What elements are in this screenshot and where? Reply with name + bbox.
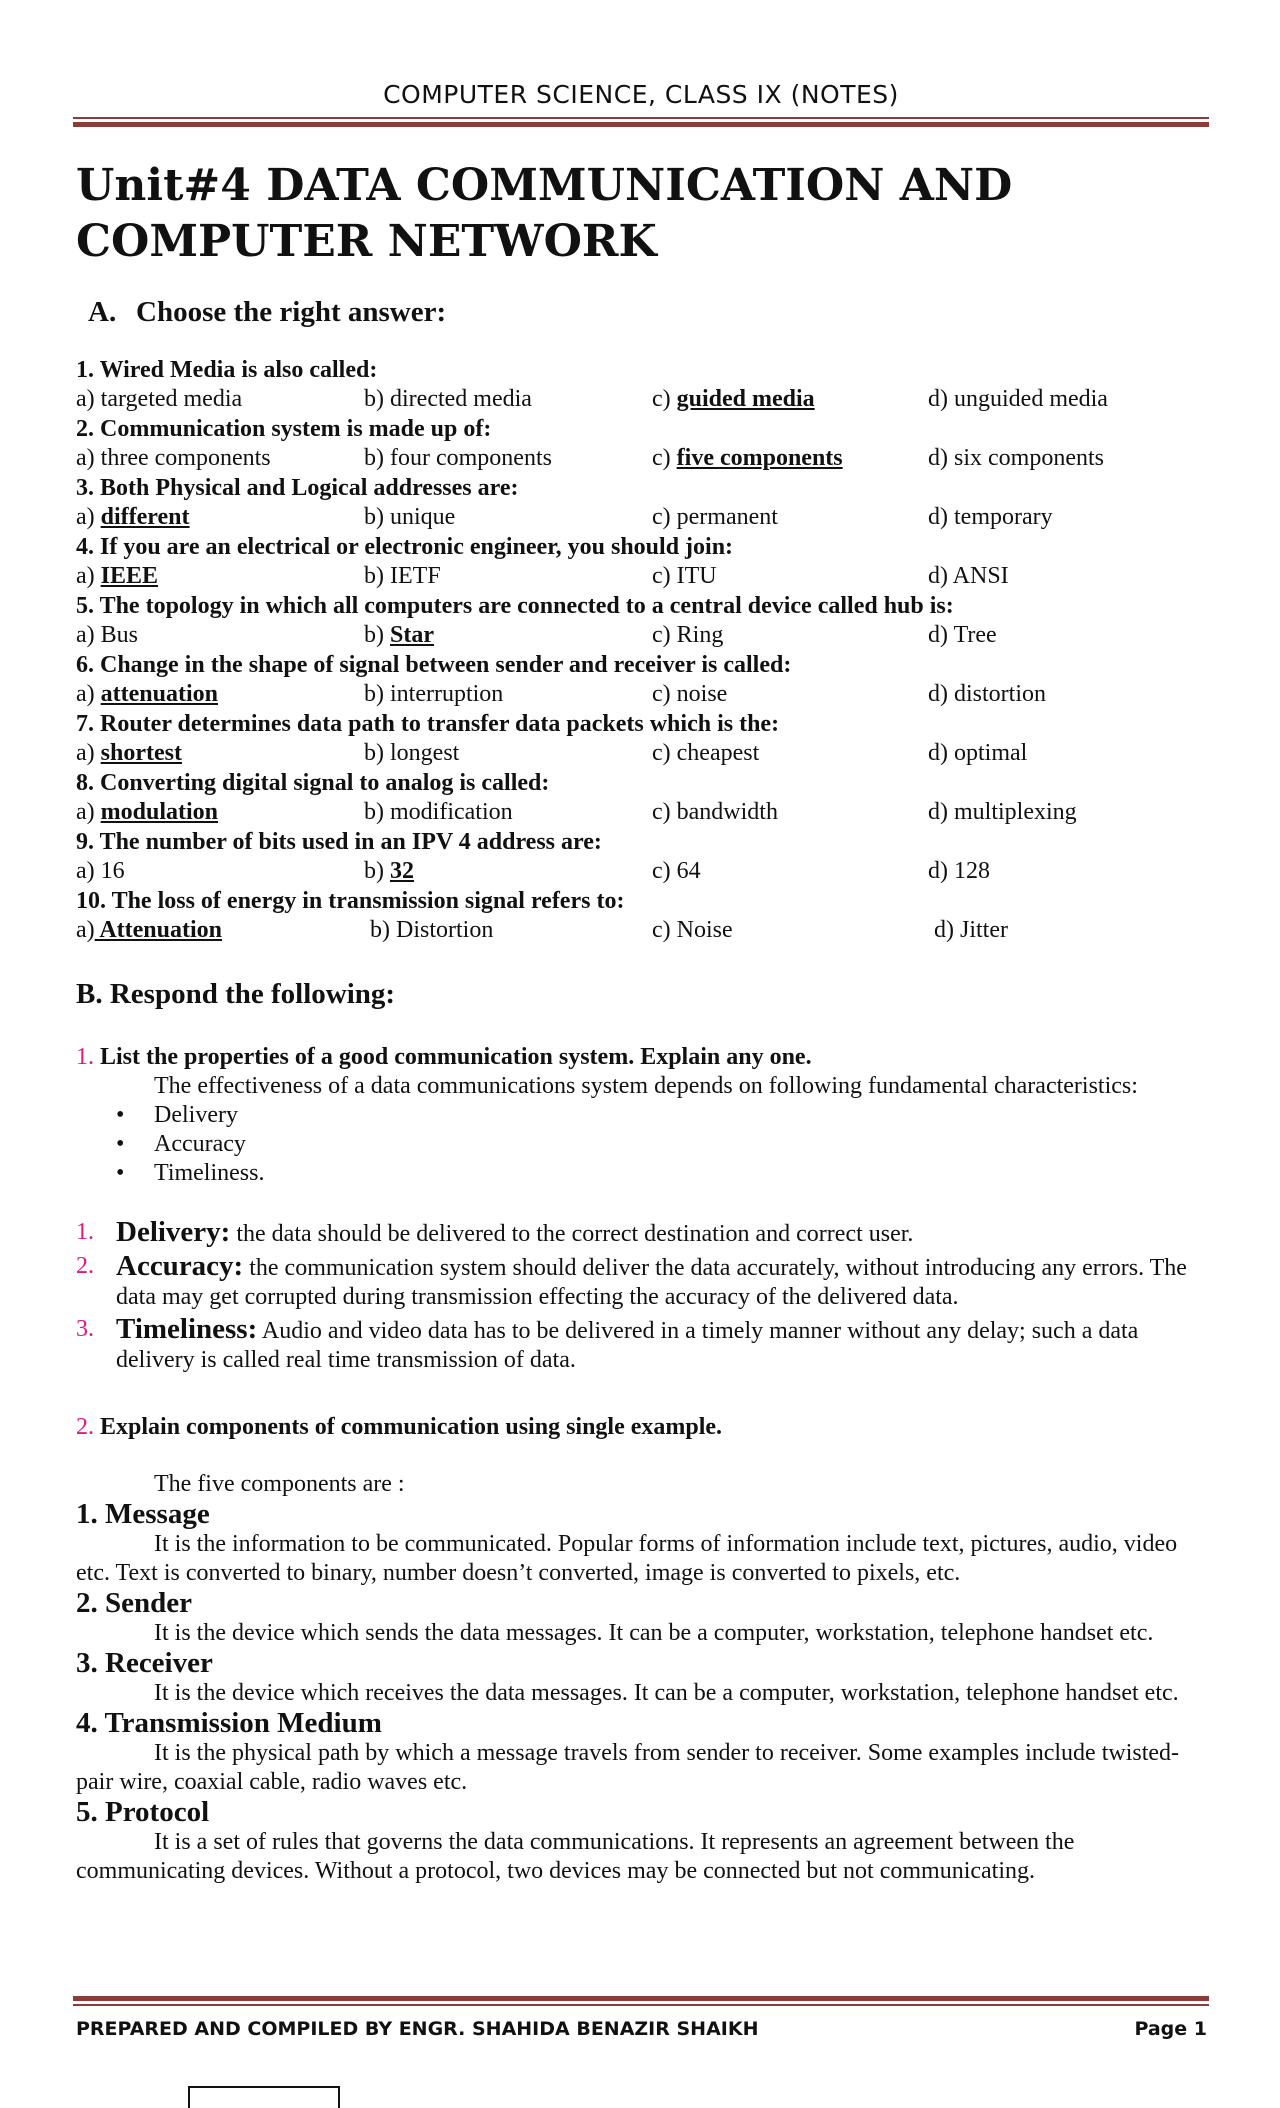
mcq-option: c) 64 (652, 858, 701, 884)
mcq-question: 9. The number of bits used in an IPV 4 address are: (76, 829, 602, 855)
mcq-option-correct: b) Star (364, 622, 434, 648)
mcq-options (76, 739, 1216, 769)
component-heading: 4. Transmission Medium (76, 1707, 382, 1739)
detail-item (76, 1315, 1216, 1375)
mcq-option-correct: c) five components (652, 445, 843, 471)
page-header-title: COMPUTER SCIENCE, CLASS IX (NOTES) (383, 80, 899, 109)
detail-term: Timeliness: (116, 1313, 258, 1345)
component-text: It is the device which sends the data messages. It can be a computer, workstation, telephone handset etc. (154, 1620, 1154, 1646)
mcq-options (76, 798, 1216, 828)
component-text: It is the device which receives the data messages. It can be a computer, workstation, telephone handset etc. (154, 1680, 1179, 1706)
mcq-option: a) targeted media (76, 386, 243, 412)
mcq-option: b) longest (364, 740, 460, 766)
mcq-options (76, 621, 1216, 651)
mcq-option: b) interruption (364, 681, 504, 707)
mcq-option-correct: c) guided media (652, 386, 815, 412)
mcq-options (76, 562, 1216, 592)
mcq-options (76, 857, 1216, 887)
mcq-options (76, 444, 1216, 474)
mcq-options (76, 916, 1216, 946)
question-2-intro: The five components are : (154, 1471, 405, 1497)
mcq-option: b) four components (364, 445, 552, 471)
mcq-option: c) Ring (652, 622, 724, 648)
mcq-question: 6. Change in the shape of signal between sender and receiver is called: (76, 652, 792, 678)
detail-text: Audio and video data has to be delivered in a timely manner without any delay; such a data delivery is called real time transmission of data. (116, 1318, 1139, 1373)
component-text: It is the physical path by which a message travels from sender to receiver. Some examples include twisted-pair wire, coaxial cable, radio waves etc. (76, 1740, 1180, 1795)
list-item: • Delivery (76, 1101, 1216, 1130)
mcq-option-correct: a) attenuation (76, 681, 218, 707)
mcq-question: 2. Communication system is made up of: (76, 416, 492, 442)
detail-text: the communication system should deliver the data accurately, without introducing any errors. The data may get corrupted during transmission effecting the accuracy of the delivered data. (116, 1255, 1187, 1310)
component-heading: 1. Message (76, 1498, 210, 1530)
section-a-heading (88, 296, 446, 329)
mcq-option-correct: a) Attenuation (76, 917, 223, 943)
detail-term: Delivery: (116, 1216, 231, 1248)
list-item: • Accuracy (76, 1130, 1216, 1159)
mcq-option: c) Noise (652, 917, 733, 943)
mcq-option-correct: a) IEEE (76, 563, 159, 589)
question-number: 1. (76, 1044, 94, 1070)
mcq-options (76, 680, 1216, 710)
mcq-option: a) three components (76, 445, 271, 471)
footer-author: PREPARED AND COMPILED BY ENGR. SHAHIDA BENAZIR SHAIKH (76, 2018, 759, 2040)
header-divider-thick (73, 122, 1209, 127)
mcq-options (76, 503, 1216, 533)
question-1-intro: The effectiveness of a data communications system depends on following fundamental characteristics: (154, 1073, 1138, 1099)
characteristics-list (76, 1101, 1216, 1188)
mcq-option-correct: a) different (76, 504, 190, 530)
mcq-option: c) cheapest (652, 740, 760, 766)
mcq-list (76, 356, 1216, 946)
footer-divider-thick (73, 1996, 1209, 2001)
mcq-option: b) IETF (364, 563, 441, 589)
mcq-option: d) temporary (928, 504, 1053, 530)
mcq-option: d) unguided media (928, 386, 1108, 412)
mcq-option-correct: b) 32 (364, 858, 414, 884)
mcq-option: a) 16 (76, 858, 125, 884)
mcq-option: d) Tree (928, 622, 997, 648)
mcq-option-correct: a) modulation (76, 799, 219, 825)
list-item: • Timeliness. (76, 1159, 1216, 1188)
component-text: It is a set of rules that governs the data communications. It represents an agreement between the communicating devices. Without a protocol, two devices may be connected but not communicating. (76, 1829, 1075, 1884)
detail-text: the data should be delivered to the correct destination and correct user. (230, 1221, 914, 1247)
component-text: It is the information to be communicated. Popular forms of information include text, pictures, audio, video etc. Text is converted to binary, number doesn’t converted, image is converted to pixels, etc. (76, 1531, 1178, 1586)
mcq-option: d) 128 (928, 858, 990, 884)
detail-number: 3. (76, 1316, 94, 1342)
footer-divider (73, 2004, 1209, 2006)
question-1-block (76, 1043, 1216, 1375)
component-heading: 2. Sender (76, 1587, 192, 1619)
mcq-option: c) ITU (652, 563, 717, 589)
next-page-box-edge (188, 2086, 340, 2108)
question-2-block (76, 1413, 1216, 1886)
mcq-options (76, 385, 1216, 415)
mcq-option: d) multiplexing (928, 799, 1077, 825)
section-a-letter: A. (88, 296, 117, 328)
mcq-option: c) permanent (652, 504, 778, 530)
mcq-option: b) directed media (364, 386, 532, 412)
mcq-question: 10. The loss of energy in transmission signal refers to: (76, 888, 625, 914)
mcq-option: a) Bus (76, 622, 139, 648)
question-text: Explain components of communication using single example. (94, 1414, 723, 1440)
mcq-question: 3. Both Physical and Logical addresses are: (76, 475, 519, 501)
mcq-question: 4. If you are an electrical or electronic engineer, you should join: (76, 534, 734, 560)
detail-item (76, 1252, 1216, 1312)
header-divider (73, 117, 1209, 119)
mcq-option: b) modification (364, 799, 513, 825)
question-text: List the properties of a good communication system. Explain any one. (94, 1044, 812, 1070)
page-number: Page 1 (1134, 2018, 1207, 2040)
question-number: 2. (76, 1414, 94, 1440)
section-a-title: Choose the right answer: (136, 296, 447, 328)
mcq-option: d) optimal (928, 740, 1028, 766)
question-1-heading (76, 1043, 1216, 1072)
detail-number: 2. (76, 1253, 94, 1279)
mcq-question: 5. The topology in which all computers are connected to a central device called hub is: (76, 593, 954, 619)
component-heading: 5. Protocol (76, 1796, 210, 1828)
mcq-option: b) Distortion (370, 917, 494, 943)
characteristics-details (76, 1218, 1216, 1375)
question-2-heading (76, 1413, 1216, 1442)
unit-title: Unit#4 DATA COMMUNICATION AND COMPUTER NETWORK (76, 160, 1013, 267)
mcq-option: c) bandwidth (652, 799, 778, 825)
mcq-option: c) noise (652, 681, 728, 707)
detail-item (76, 1218, 1216, 1249)
detail-number: 1. (76, 1219, 94, 1245)
mcq-option: b) unique (364, 504, 456, 530)
mcq-option-correct: a) shortest (76, 740, 182, 766)
section-b-heading: B. Respond the following: (76, 978, 396, 1010)
detail-term: Accuracy: (116, 1250, 244, 1282)
component-heading: 3. Receiver (76, 1647, 213, 1679)
mcq-question: 7. Router determines data path to transfer data packets which is the: (76, 711, 780, 737)
mcq-question: 1. Wired Media is also called: (76, 357, 378, 383)
mcq-option: d) six components (928, 445, 1104, 471)
mcq-option: d) ANSI (928, 563, 1009, 589)
mcq-option: d) Jitter (934, 917, 1008, 943)
mcq-question: 8. Converting digital signal to analog is called: (76, 770, 550, 796)
mcq-option: d) distortion (928, 681, 1047, 707)
